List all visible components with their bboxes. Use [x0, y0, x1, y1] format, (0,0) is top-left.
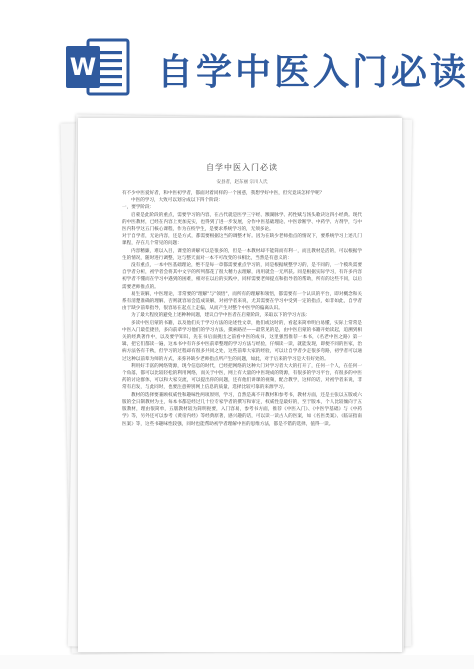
paragraph: 内容精廉，难以入目，课堂的讲解可以是很多的，但是一本教材却不能简而有利一，而且教材是活的，可以根据学生的情况，随时进行调整，这与整天面对一本不可改变的书相比，当然是有意义的：: [122, 248, 362, 261]
header-banner: [0, 0, 474, 112]
paragraph: 教材的选择要兼顾权威性和趣味性两项原则，学习，自然是离不开教材和参考书，教材方面，还是主张以五版或六版的全日制教材为主，每本书都是经过几十位专家学者的撰写和审定，权威性是最好的，至于版本，个人比较倾向于五版教材，理由很简单，五版教材较为简明扼要，入门容易，参考书方面，推荐《中医入门》、《中医学基础》与《中药学》等，另外还可以参考《黄帝内经》等经典原著，感兴趣的话，可以读一读古人的医案，如《名医类案》、《临证指南医案》等，这些书趣味性较强，同时也能帮助初学者理解中医的思维方法，都是不错的选择，值得一读。: [122, 392, 362, 427]
document-body: [122, 190, 362, 428]
section-heading: 一，要学阶段：: [122, 205, 155, 211]
paragraph: 多读中医启蒙的书籍，以及他们关于学习方法的论述性文章，他们或这时的，看起来简单明白易懂，实际上常常是中医入门最佳捷径，多向前辈学习他们的学习方法，摸索路径——最常见的是，由中医启蒙的书籍开始读起，追溯到相关的经典著作中，以及要学知识，先在书后面挑出之前看中医的成书，这里强烈推荐一本书，《名老中医之路》第一辑，把它们都读一遍，这本书中有许多中医前辈整理的学习方法与经验，仔细读一读，就能发现，即便不同的医家，治病方法各有千秋，但学习的过程却有很多共同之处，这些前辈大家的经验，可以让自学者少走很多弯路，初学者可以通过这种以前辈为师的方式，来弥补缺少老师指点所产生的问题，如此，对于后来的学习是大有好处的。: [122, 320, 362, 362]
word-document-icon: [66, 38, 130, 96]
paragraph: 对于自学者，无论内容，还是方式，都需要根据这当的调整才好。因为在缺少老师指点的情况下，要系统学习上述几门课程，存在几个常见的问题：: [122, 234, 362, 247]
document-content: [122, 162, 362, 428]
banner-title: 自学中医入门必读: [157, 52, 470, 93]
svg-text:W: W: [69, 53, 97, 81]
paragraph: 没有重点，一本中医基础理论，绝不是每一章都需要重点学习的，同是根据统整学习的，是不同的，一个模块需要自学者分析，初学者会将其中文字的所列都花了很大精力去理解，再用就会一无所获。同是根据实际学习，有许多内容初学者不懂而在学习中遇到的困难，相对在以后的实践中，同样需要老师提点和指导者的帮助，所有的这些不同，以后需要老师推点的。: [122, 263, 362, 290]
paragraph: 易生误解，中医理论，非常要的"理解"与"领悟"，而所有的理解和领悟，都需要有一个认识的平台，即对概念和关系有清楚准确的理解，否则就容易会造成误解，对初学者来说，尤其需要在学习中受到一定的指点，如非如此，自学者由于缺少前辈指导，很容易在起点上走偏，从而产生对整个中医学的偏离认识。: [122, 291, 362, 312]
paragraph: 利用好丰富的网络资源，现今信息的时代，已经把网络的这种大门对学习者大大的打开了，任何一个人，在任何一个角落，都可以比较轻松的利用网络，而关于中医，网上有大量的中医现成的资源，有很多的学习平台，有很多的中医药的讨论群体，可以和大家交流，可以提出你的问题，还有他们讲课的视频，配合教学，这样的话，对初学者来说，非常有启发，与此同时，也要注意辨别网上信息的质量，选择比较可靠的来源学习。: [122, 363, 362, 391]
paragraph: 启蒙是此阶段的重点，需要学习的内容，在古代就是医学三字经、濒湖脉学、药性赋与汤头歌诀这四小经典。现代的中医教材，已经在内容上更加充实，也得到了进一步发展，分作中医基础理论、中医诊断学、中药学、方剂学，与中医内科学这五门核心课程，作为在校学生，是要求系统学习的，无须多论。: [122, 212, 362, 233]
document-page: [78, 118, 402, 652]
paragraph: 为了最大程度的避免上述种种问题，建议自学中医者在启蒙阶段，采取以下的学习方法：: [131, 313, 311, 319]
document-byline: 安县者，赵东丽 宗川人氏: [216, 180, 268, 185]
footer-strip: [0, 655, 474, 669]
document-title: 自学中医入门必读: [206, 163, 278, 172]
paragraph: 中医的学习，大致可以划分成以下四个阶段：: [131, 198, 223, 204]
paragraph: 有不少中医爱好者，和中医初学者，都面对着同样的一个困惑，我想学好中医，但究竟该怎样学呢？: [122, 191, 325, 196]
